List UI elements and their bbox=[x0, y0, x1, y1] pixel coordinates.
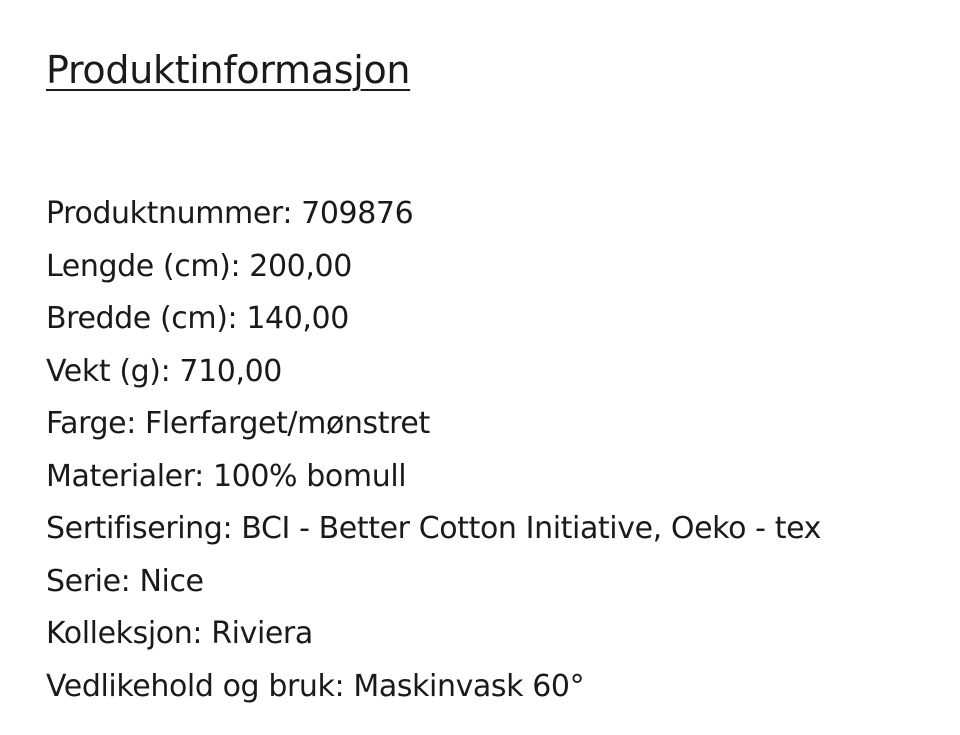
section-title: Produktinformasjon bbox=[46, 48, 411, 92]
spec-list bbox=[46, 188, 821, 713]
spec-weight: Vekt (g): 710,00 bbox=[46, 353, 282, 389]
spec-product-number: Produktnummer: 709876 bbox=[46, 196, 414, 231]
spec-materials: Materialer: 100% bomull bbox=[46, 458, 407, 494]
spec-length: Lengde (cm): 200,00 bbox=[46, 248, 352, 284]
spec-width: Bredde (cm): 140,00 bbox=[46, 301, 349, 336]
spec-series: Serie: Nice bbox=[46, 563, 204, 599]
spec-color: Farge: Flerfarget/mønstret bbox=[46, 406, 430, 441]
spec-care: Vedlikehold og bruk: Maskinvask 60° bbox=[46, 668, 585, 704]
spec-certification: Sertifisering: BCI - Better Cotton Initiative, Oeko - tex bbox=[46, 511, 821, 546]
spec-collection: Kolleksjon: Riviera bbox=[46, 616, 313, 651]
